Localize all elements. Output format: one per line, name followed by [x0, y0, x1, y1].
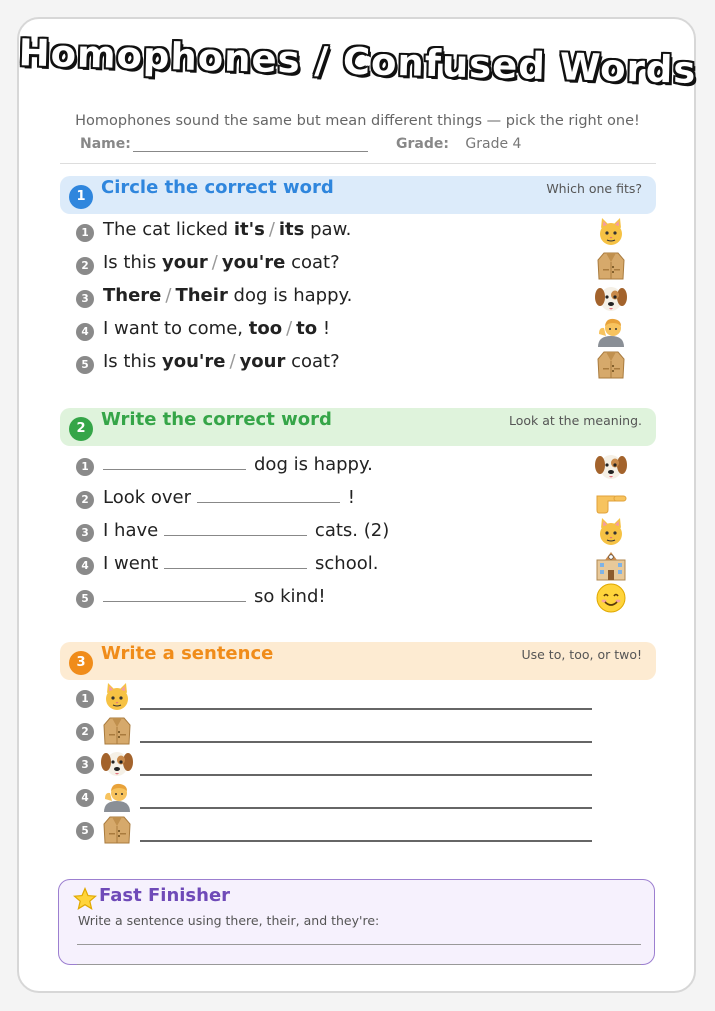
item-number: 3 — [76, 524, 94, 542]
item-sentence — [103, 453, 373, 475]
section-3-number: 3 — [69, 651, 93, 675]
item-number: 5 — [76, 590, 94, 608]
item-sentence — [103, 486, 355, 508]
item-sentence — [103, 219, 351, 240]
page-title: Homophones / Confused Words — [18, 31, 697, 92]
circle-item — [76, 219, 636, 245]
word-choice-a[interactable]: it's — [233, 219, 265, 240]
school-icon — [594, 548, 628, 582]
word-choice-a[interactable]: too — [248, 318, 283, 339]
sentence-text: dog is happy. — [227, 285, 353, 306]
item-sentence — [103, 318, 330, 339]
item-number: 4 — [76, 323, 94, 341]
grade-label: Grade: — [396, 136, 449, 152]
coat-icon — [100, 713, 134, 747]
coat-icon — [594, 347, 628, 381]
fast-finisher-box — [58, 879, 655, 965]
answer-blank[interactable] — [164, 552, 307, 569]
dog-icon — [594, 281, 628, 315]
answer-blank[interactable] — [197, 486, 340, 503]
section-1-note: Which one fits? — [546, 181, 642, 196]
item-sentence — [103, 252, 340, 273]
dog-icon — [100, 746, 134, 780]
item-sentence — [103, 552, 378, 574]
coat-icon — [594, 248, 628, 282]
slash-separator: / — [229, 351, 236, 372]
answer-blank[interactable] — [103, 453, 246, 470]
answer-blank[interactable] — [103, 585, 246, 602]
item-sentence — [103, 351, 340, 372]
sentence-text: coat? — [285, 252, 340, 273]
section-3-header — [60, 642, 656, 680]
item-sentence — [103, 285, 352, 306]
word-choice-b[interactable]: Their — [175, 285, 228, 306]
item-number: 1 — [76, 690, 94, 708]
sentence-text: I went — [103, 553, 165, 574]
slash-separator: / — [286, 318, 293, 339]
word-choice-b[interactable]: you're — [221, 252, 286, 273]
fast-finisher-prompt: Write a sentence using there, their, and they're: — [78, 913, 380, 928]
word-choice-b[interactable]: to — [296, 318, 318, 339]
answer-line[interactable] — [140, 741, 592, 743]
answer-blank[interactable] — [164, 519, 307, 536]
sentence-text: I want to come, — [103, 318, 249, 339]
answer-line[interactable] — [140, 807, 592, 809]
name-field[interactable] — [80, 136, 368, 152]
section-3-note: Use to, too, or two! — [521, 647, 642, 662]
circle-item — [76, 318, 636, 344]
person-icon — [100, 779, 134, 813]
section-1-number: 1 — [69, 185, 93, 209]
sentence-text: school. — [315, 553, 379, 574]
slash-separator: / — [211, 252, 218, 273]
item-number: 4 — [76, 557, 94, 575]
cat-icon — [100, 680, 134, 714]
section-2-header — [60, 408, 656, 446]
word-choice-a[interactable]: you're — [161, 351, 226, 372]
smiley-icon — [594, 581, 628, 615]
sentence-text: ! — [317, 318, 331, 339]
answer-line[interactable] — [140, 774, 592, 776]
write-item — [76, 585, 636, 611]
sentence-text: cats. (2) — [314, 520, 390, 541]
sentence-item — [76, 783, 596, 813]
cat-icon — [594, 515, 628, 549]
circle-item — [76, 252, 636, 278]
sentence-text: ! — [347, 487, 355, 508]
word-choice-b[interactable]: your — [239, 351, 286, 372]
write-item — [76, 552, 636, 578]
header-divider — [60, 163, 656, 164]
item-number: 1 — [76, 224, 94, 242]
sentence-text: I have — [103, 520, 164, 541]
item-number: 2 — [76, 491, 94, 509]
sentence-text: coat? — [285, 351, 340, 372]
write-item — [76, 486, 636, 512]
dog-icon — [594, 449, 628, 483]
sentence-item — [76, 816, 596, 846]
cat-icon — [594, 215, 628, 249]
section-2-note: Look at the meaning. — [508, 413, 642, 428]
item-number: 3 — [76, 756, 94, 774]
section-3-title: Write a sentence — [101, 643, 274, 664]
item-number: 3 — [76, 290, 94, 308]
section-1-header — [60, 176, 656, 214]
name-label: Name: — [80, 136, 131, 152]
item-number: 2 — [76, 257, 94, 275]
item-number: 4 — [76, 789, 94, 807]
answer-line[interactable] — [77, 964, 641, 965]
write-item — [76, 519, 636, 545]
answer-line[interactable] — [140, 840, 592, 842]
section-2-number: 2 — [69, 417, 93, 441]
star-icon — [73, 887, 97, 911]
word-choice-a[interactable]: your — [161, 252, 208, 273]
item-number: 1 — [76, 458, 94, 476]
sentence-item — [76, 717, 596, 747]
grade-value: Grade 4 — [465, 136, 522, 152]
item-sentence — [103, 519, 389, 541]
word-choice-b[interactable]: its — [278, 219, 305, 240]
name-line[interactable] — [133, 137, 368, 152]
answer-line[interactable] — [77, 944, 641, 945]
item-number: 5 — [76, 822, 94, 840]
grade-field — [396, 136, 521, 152]
item-sentence — [103, 585, 326, 607]
write-item — [76, 453, 636, 479]
circle-item — [76, 351, 636, 377]
section-1-title: Circle the correct word — [101, 177, 334, 198]
page-subtitle: Homophones sound the same but mean different things — pick the right one! — [75, 113, 640, 129]
sentence-text: Look over — [103, 487, 197, 508]
fast-finisher-title: Fast Finisher — [99, 885, 231, 906]
sentence-text: so kind! — [254, 586, 326, 607]
sentence-text: dog is happy. — [254, 454, 373, 475]
slash-separator: / — [165, 285, 172, 306]
word-choice-a[interactable]: There — [103, 285, 162, 306]
answer-line[interactable] — [140, 708, 592, 710]
pointing-hand-icon — [594, 482, 628, 516]
sentence-text: Is this — [103, 252, 162, 273]
sentence-item — [76, 684, 596, 714]
person-icon — [594, 314, 628, 348]
coat-icon — [100, 812, 134, 846]
sentence-text: The cat licked — [103, 219, 234, 240]
item-number: 5 — [76, 356, 94, 374]
slash-separator: / — [268, 219, 275, 240]
item-number: 2 — [76, 723, 94, 741]
section-2-title: Write the correct word — [101, 409, 332, 430]
sentence-text: paw. — [304, 219, 352, 240]
sentence-item — [76, 750, 596, 780]
sentence-text: Is this — [103, 351, 162, 372]
circle-item — [76, 285, 636, 311]
